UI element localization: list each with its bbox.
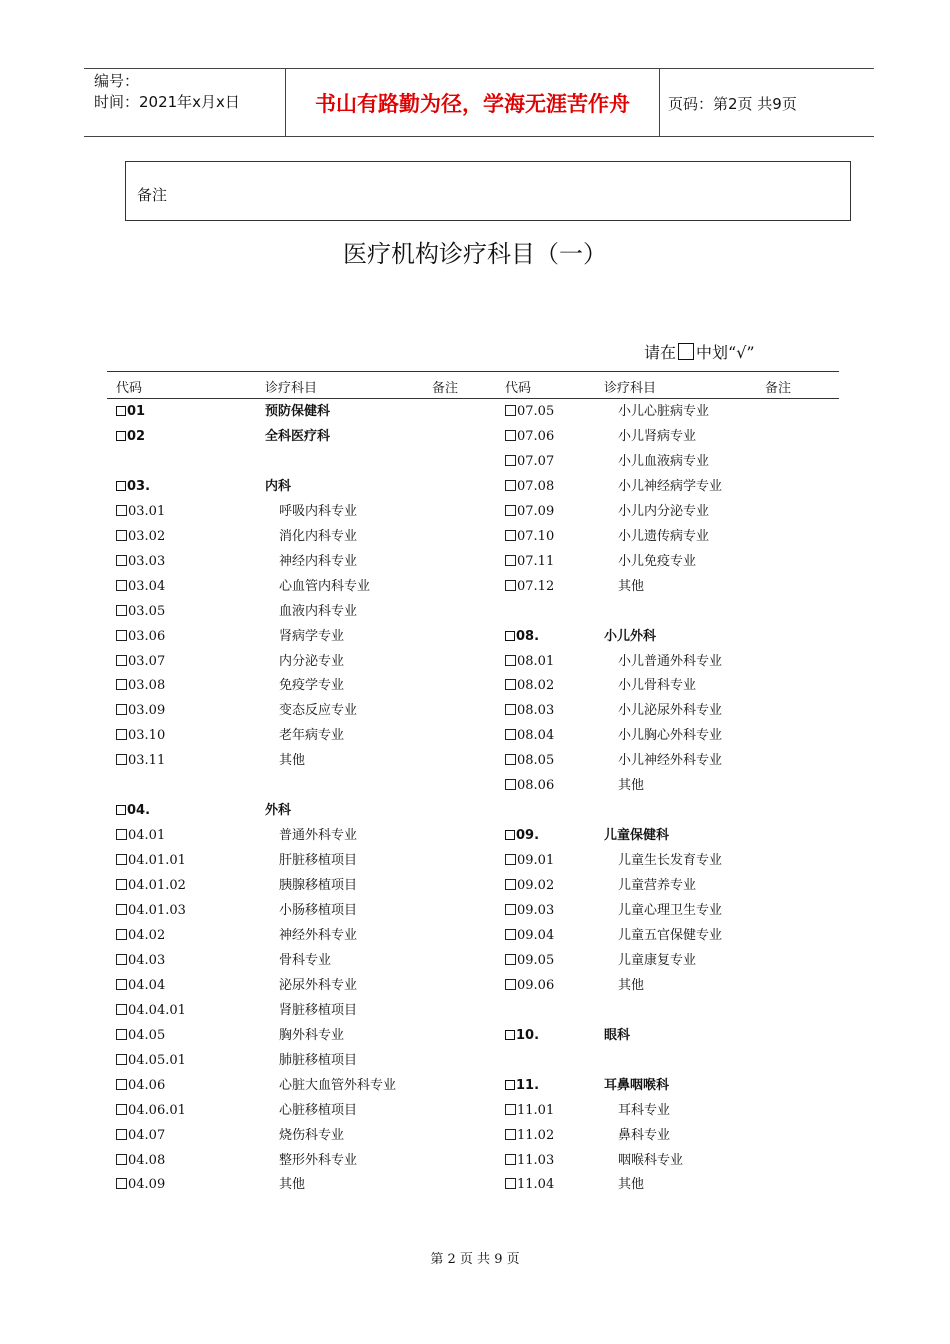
subject-name: 儿童保健科	[604, 828, 670, 844]
subject-name: 鼻科专业	[618, 1127, 671, 1143]
subject-name: 神经内科专业	[279, 553, 358, 569]
checkbox-icon[interactable]	[116, 904, 127, 915]
checkbox-icon[interactable]	[116, 929, 127, 940]
code-text: 08.04	[517, 728, 555, 744]
checkbox-icon[interactable]	[116, 605, 127, 616]
subject-name: 小儿普通外科专业	[618, 653, 723, 669]
subject-code	[116, 501, 165, 523]
code-text: 08.01	[517, 653, 555, 669]
checkbox-icon[interactable]	[505, 779, 516, 790]
code-text: 09.06	[517, 977, 555, 993]
subject-code	[505, 850, 554, 872]
code-text: 03.02	[128, 528, 166, 544]
code-text: 08.03	[517, 703, 555, 719]
checkbox-icon[interactable]	[116, 406, 126, 416]
subject-code	[505, 426, 554, 448]
code-text: 03.08	[128, 678, 166, 694]
subject-name: 骨科专业	[279, 952, 332, 968]
checkbox-icon[interactable]	[505, 430, 516, 441]
subject-name: 外科	[265, 803, 292, 819]
checkbox-icon[interactable]	[505, 904, 516, 915]
subject-name: 儿童心理卫生专业	[618, 903, 723, 918]
checkbox-icon[interactable]	[505, 1080, 515, 1090]
subject-name: 小儿泌尿外科专业	[618, 703, 723, 719]
code-text: 04.01.01	[128, 853, 186, 869]
subject-name: 内科	[265, 478, 292, 494]
code-text: 04.01.02	[128, 878, 186, 894]
subject-name: 其他	[618, 578, 645, 594]
checkbox-icon[interactable]	[505, 729, 516, 740]
code-text: 03.11	[128, 753, 166, 769]
subject-code	[505, 1150, 554, 1172]
subject-name: 肾脏移植项目	[279, 1002, 358, 1018]
subject-name: 儿童生长发育专业	[618, 853, 723, 869]
subject-code	[116, 601, 165, 623]
number-label: 编号：	[94, 72, 140, 90]
checkbox-icon[interactable]	[116, 854, 127, 865]
code-text: 04.	[127, 803, 151, 819]
checkbox-icon[interactable]	[116, 431, 126, 441]
checkbox-icon[interactable]	[116, 729, 127, 740]
code-text: 04.04	[128, 977, 166, 993]
subject-code	[505, 501, 554, 523]
subject-name: 小儿血液病专业	[618, 453, 710, 469]
subject-name: 其他	[279, 1177, 306, 1193]
subject-code	[116, 875, 186, 897]
subject-code	[505, 925, 554, 947]
code-text: 03.07	[128, 653, 166, 669]
subject-code	[505, 775, 554, 797]
subject-code	[505, 1100, 554, 1122]
checkbox-icon[interactable]	[505, 530, 516, 541]
subject-name: 神经外科专业	[279, 927, 358, 943]
subject-code	[116, 576, 165, 598]
code-text: 03.09	[128, 703, 166, 719]
subject-code	[116, 1000, 186, 1022]
subject-name: 其他	[618, 1177, 645, 1193]
code-text: 08.02	[517, 678, 555, 694]
checkbox-icon[interactable]	[505, 505, 516, 516]
code-text: 04.05	[128, 1027, 166, 1043]
code-text: 07.05	[517, 404, 555, 419]
subject-name: 儿童康复专业	[618, 952, 697, 968]
checkbox-icon[interactable]	[116, 505, 127, 516]
code-text: 09.02	[517, 878, 555, 894]
col-header-remark: 备注	[432, 381, 459, 396]
subject-name: 心脏移植项目	[279, 1102, 358, 1118]
code-text: 04.06.01	[128, 1102, 186, 1118]
checkbox-icon[interactable]	[505, 1178, 516, 1189]
checkbox-icon[interactable]	[505, 480, 516, 491]
subject-code	[116, 1075, 165, 1097]
checkbox-icon[interactable]	[116, 979, 127, 990]
instruction-hint	[644, 340, 755, 363]
code-text: 09.03	[517, 903, 555, 918]
subject-code	[116, 1125, 165, 1147]
subject-code	[116, 626, 165, 648]
checkbox-icon[interactable]	[505, 854, 516, 865]
subject-code	[116, 950, 165, 972]
code-text: 09.04	[517, 927, 555, 943]
subject-code	[505, 725, 554, 747]
checkbox-icon[interactable]	[116, 754, 127, 765]
subject-code	[116, 651, 165, 673]
code-text: 09.	[516, 828, 540, 844]
code-text: 03.10	[128, 728, 166, 744]
code-text: 08.	[516, 628, 540, 644]
code-text: 01	[127, 404, 146, 419]
checkbox-icon[interactable]	[116, 1178, 127, 1189]
subject-name: 肝脏移植项目	[279, 853, 358, 869]
subject-code	[505, 875, 554, 897]
subject-code	[116, 1100, 186, 1122]
subject-code	[505, 626, 539, 648]
page-title: 医疗机构诊疗科目（一）	[343, 240, 607, 268]
page-footer: 第 2 页 共 9 页	[430, 1252, 520, 1267]
subject-name: 小儿骨科专业	[618, 678, 697, 694]
subject-code	[505, 750, 554, 772]
checkbox-icon[interactable]	[116, 530, 127, 541]
code-text: 11.01	[517, 1102, 555, 1118]
checkbox-icon[interactable]	[505, 754, 516, 765]
subject-code	[116, 1174, 165, 1196]
page-header	[84, 68, 874, 137]
checkbox-icon[interactable]	[505, 1154, 516, 1165]
subject-code	[505, 1174, 554, 1196]
subject-name: 小儿外科	[604, 628, 657, 644]
subject-code	[116, 1025, 165, 1047]
col-header-code: 代码	[116, 381, 143, 396]
subject-code	[116, 825, 165, 847]
checkbox-icon[interactable]	[116, 630, 127, 641]
hint-prefix: 请在	[644, 343, 677, 362]
code-text: 03.04	[128, 578, 166, 594]
subject-name: 小儿免疫专业	[618, 553, 697, 569]
subject-name: 小儿内分泌专业	[618, 503, 710, 519]
code-text: 03.01	[128, 503, 166, 519]
code-text: 04.04.01	[128, 1002, 186, 1018]
checkbox-icon[interactable]	[505, 879, 516, 890]
checkbox-icon[interactable]	[505, 1129, 516, 1140]
code-text: 10.	[516, 1027, 540, 1043]
checkbox-icon[interactable]	[116, 1054, 127, 1065]
subject-name: 整形外科专业	[279, 1152, 358, 1168]
code-text: 11.02	[517, 1127, 555, 1143]
subject-name: 全科医疗科	[265, 428, 331, 444]
checkbox-icon[interactable]	[505, 704, 516, 715]
subject-code	[505, 451, 554, 473]
subject-name: 老年病专业	[279, 728, 345, 744]
code-text: 04.02	[128, 927, 166, 943]
subject-code	[116, 800, 150, 822]
subject-name: 心血管内科专业	[279, 578, 371, 594]
page-number-label: 页码：第2页 共9页	[668, 95, 797, 113]
checkbox-icon[interactable]	[505, 830, 515, 840]
subject-name: 儿童五官保健专业	[618, 927, 723, 943]
code-text: 04.01	[128, 828, 166, 844]
subject-code	[505, 975, 554, 997]
subject-name: 小儿神经病学专业	[618, 478, 723, 494]
checkbox-icon[interactable]	[116, 1029, 127, 1040]
checkbox-icon[interactable]	[505, 580, 516, 591]
subject-code	[116, 401, 145, 423]
subject-name: 其他	[618, 977, 645, 993]
checkbox-icon[interactable]	[505, 929, 516, 940]
checkbox-icon[interactable]	[505, 655, 516, 666]
subject-name: 小儿心脏病专业	[618, 404, 710, 419]
code-text: 04.06	[128, 1077, 166, 1093]
subject-name: 小儿胸心外科专业	[618, 728, 723, 744]
subject-code	[505, 950, 554, 972]
code-text: 03.06	[128, 628, 166, 644]
code-text: 07.09	[517, 503, 555, 519]
checkbox-icon[interactable]	[116, 1079, 127, 1090]
checkbox-icon[interactable]	[505, 631, 515, 641]
subject-name: 烧伤科专业	[279, 1127, 345, 1143]
checkbox-icon[interactable]	[505, 455, 516, 466]
remark-box	[125, 161, 851, 221]
code-text: 09.05	[517, 952, 555, 968]
subject-name: 小儿遗传病专业	[618, 528, 710, 544]
remark-label: 备注	[137, 186, 168, 204]
subject-code	[505, 1025, 539, 1047]
subject-code	[116, 551, 165, 573]
checkbox-icon[interactable]	[116, 1004, 127, 1015]
subject-name: 普通外科专业	[279, 828, 358, 844]
checkbox-icon[interactable]	[116, 481, 126, 491]
col-header-remark: 备注	[765, 381, 792, 396]
subject-code	[116, 526, 165, 548]
subject-code	[116, 725, 165, 747]
code-text: 08.05	[517, 753, 555, 769]
subject-code	[505, 651, 554, 673]
subject-code	[505, 1125, 554, 1147]
table-header-rule	[107, 398, 839, 399]
subject-code	[116, 700, 165, 722]
subject-name: 泌尿外科专业	[279, 977, 358, 993]
subject-code	[116, 975, 165, 997]
checkbox-icon[interactable]	[505, 555, 516, 566]
subject-code	[505, 551, 554, 573]
subject-code	[505, 526, 554, 548]
subject-name: 其他	[279, 753, 306, 769]
subject-code	[505, 675, 554, 697]
code-text: 09.01	[517, 853, 555, 869]
checkbox-icon[interactable]	[116, 679, 127, 690]
subject-name: 儿童营养专业	[618, 878, 697, 894]
subject-code	[116, 1150, 165, 1172]
subject-name: 小儿神经外科专业	[618, 753, 723, 769]
col-header-subject: 诊疗科目	[604, 381, 657, 396]
subject-name: 小肠移植项目	[279, 903, 358, 918]
subject-code	[116, 426, 145, 448]
code-text: 11.	[516, 1077, 540, 1093]
checkbox-icon[interactable]	[116, 829, 127, 840]
code-text: 07.08	[517, 478, 555, 494]
subject-code	[116, 1050, 186, 1072]
hint-suffix: 中划“√”	[696, 343, 755, 362]
checkbox-icon[interactable]	[116, 1129, 127, 1140]
checkbox-icon[interactable]	[505, 405, 516, 416]
subject-name: 小儿肾病专业	[618, 428, 697, 444]
code-text: 02	[127, 428, 146, 444]
subject-name: 眼科	[604, 1027, 631, 1043]
code-text: 03.05	[128, 603, 166, 619]
code-text: 03.	[127, 478, 151, 494]
subject-name: 胰腺移植项目	[279, 878, 358, 894]
code-text: 08.06	[517, 778, 555, 794]
code-text: 07.07	[517, 453, 555, 469]
subject-code	[116, 476, 150, 498]
subject-name: 耳科专业	[618, 1102, 671, 1118]
code-text: 04.05.01	[128, 1052, 186, 1068]
header-meta	[94, 71, 240, 113]
checkbox-icon[interactable]	[505, 954, 516, 965]
subject-code	[505, 576, 554, 598]
checkbox-icon[interactable]	[116, 555, 127, 566]
subject-name: 呼吸内科专业	[279, 503, 358, 519]
header-divider	[659, 69, 660, 136]
checkbox-icon[interactable]	[116, 1154, 127, 1165]
subject-name: 肺脏移植项目	[279, 1052, 358, 1068]
subject-name: 其他	[618, 778, 645, 794]
checkbox-icon[interactable]	[116, 704, 127, 715]
code-text: 07.06	[517, 428, 555, 444]
code-text: 07.12	[517, 578, 555, 594]
code-text: 11.03	[517, 1152, 555, 1168]
subject-name: 肾病学专业	[279, 628, 345, 644]
subject-name: 免疫学专业	[279, 678, 345, 694]
subject-code	[116, 675, 165, 697]
checkbox-icon[interactable]	[116, 805, 126, 815]
subject-code	[505, 476, 554, 498]
code-text: 11.04	[517, 1177, 555, 1193]
subject-code	[116, 750, 165, 772]
code-text: 04.07	[128, 1127, 166, 1143]
subject-name: 咽喉科专业	[618, 1152, 684, 1168]
checkbox-icon	[678, 343, 694, 360]
col-header-code: 代码	[505, 381, 532, 396]
subject-name: 血液内科专业	[279, 603, 358, 619]
time-label: 时间：2021年x月x日	[94, 93, 240, 111]
subject-name: 胸外科专业	[279, 1027, 345, 1043]
code-text: 04.03	[128, 952, 166, 968]
header-motto: 书山有路勤为径，学海无涯苦作舟	[315, 91, 630, 116]
subject-code	[505, 700, 554, 722]
subject-name: 耳鼻咽喉科	[604, 1077, 670, 1093]
code-text: 07.10	[517, 528, 555, 544]
subject-name: 消化内科专业	[279, 528, 358, 544]
subject-code	[505, 825, 539, 847]
code-text: 03.03	[128, 553, 166, 569]
code-text: 07.11	[517, 553, 555, 569]
col-header-subject: 诊疗科目	[265, 381, 318, 396]
subject-code	[505, 900, 554, 922]
subject-name: 预防保健科	[265, 404, 331, 419]
checkbox-icon[interactable]	[116, 954, 127, 965]
subject-code	[116, 900, 186, 922]
subject-code	[116, 925, 165, 947]
code-text: 04.08	[128, 1152, 166, 1168]
subject-name: 变态反应专业	[279, 703, 358, 719]
subject-code	[116, 850, 186, 872]
checkbox-icon[interactable]	[505, 679, 516, 690]
checkbox-icon[interactable]	[116, 655, 127, 666]
checkbox-icon[interactable]	[505, 1104, 516, 1115]
subject-code	[505, 1075, 539, 1097]
checkbox-icon[interactable]	[505, 1030, 515, 1040]
checkbox-icon[interactable]	[116, 1104, 127, 1115]
table-top-rule	[107, 371, 839, 372]
subject-name: 内分泌专业	[279, 653, 345, 669]
subject-code	[505, 401, 554, 423]
checkbox-icon[interactable]	[116, 580, 127, 591]
checkbox-icon[interactable]	[505, 979, 516, 990]
code-text: 04.01.03	[128, 903, 186, 918]
subject-name: 心脏大血管外科专业	[279, 1077, 397, 1093]
code-text: 04.09	[128, 1177, 166, 1193]
checkbox-icon[interactable]	[116, 879, 127, 890]
